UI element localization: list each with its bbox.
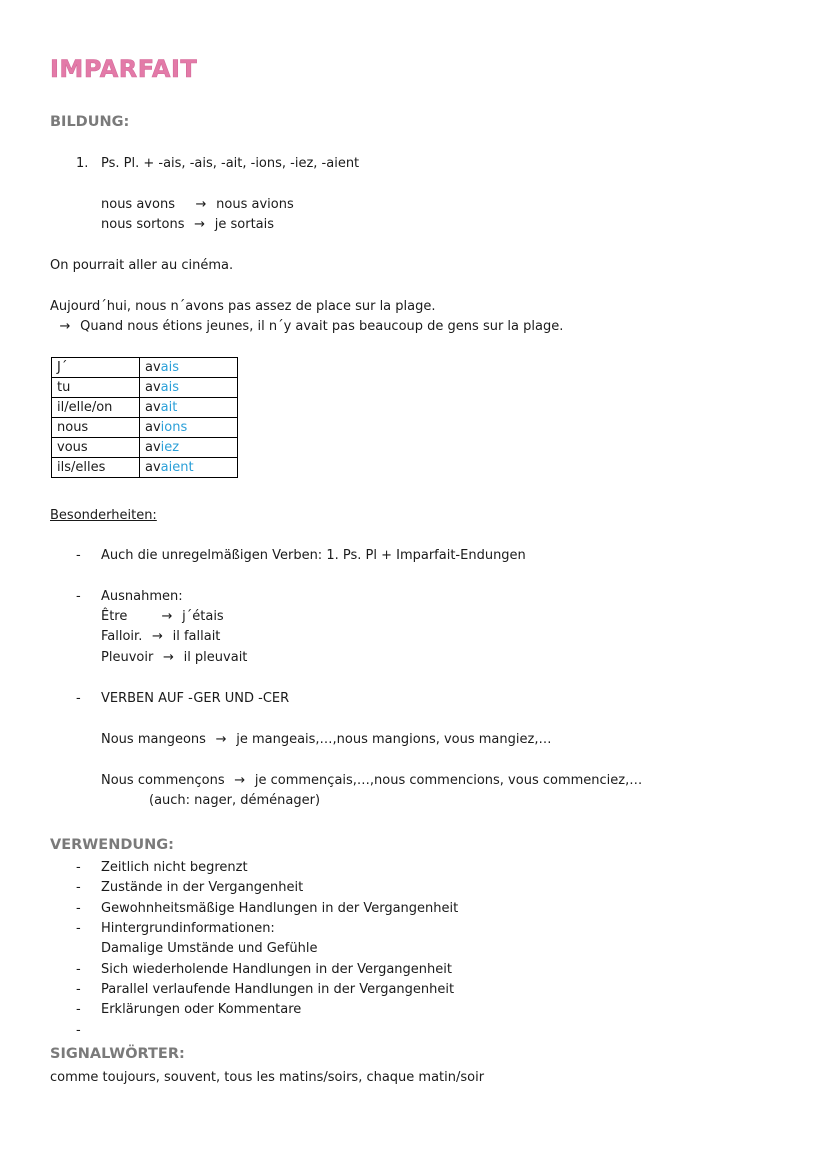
list-item: Auch die unregelmäßigen Verben: 1. Ps. Pl + Imparfait-Endungen xyxy=(101,548,526,563)
exception-verb: Être xyxy=(101,609,128,624)
list-item: Ausnahmen: xyxy=(101,589,183,604)
example-from: nous sortons xyxy=(101,217,185,232)
list-dash: - xyxy=(76,962,81,977)
arrow-right-icon: → xyxy=(215,732,227,747)
cer-example xyxy=(101,772,642,790)
arrow-right-icon: → xyxy=(194,217,206,232)
sentence-past: Quand nous étions jeunes, il n´y avait pas beaucoup de gens sur la plage. xyxy=(80,319,564,334)
verb-stem: av xyxy=(145,460,161,475)
exception-verb: Pleuvoir xyxy=(101,650,154,665)
arrow-right-icon: → xyxy=(59,319,71,334)
conjugation-table xyxy=(51,357,238,478)
page-title: IMPARFAIT xyxy=(50,55,198,83)
table-row xyxy=(52,378,238,398)
cer-to: je commençais,…,nous commencions, vous commenciez,… xyxy=(254,773,643,788)
exception-form: il pleuvait xyxy=(183,650,248,665)
example-to: je sortais xyxy=(214,217,275,232)
verb-ending: aient xyxy=(160,460,194,475)
list-item: Sich wiederholende Handlungen in der Vergangenheit xyxy=(101,962,452,977)
verb-cell xyxy=(140,378,238,398)
list-item: Hintergrundinformationen: xyxy=(101,921,275,936)
verb-stem: av xyxy=(145,420,161,435)
example-row xyxy=(190,196,294,214)
pronoun-cell: J´ xyxy=(52,358,140,378)
list-item: Zeitlich nicht begrenzt xyxy=(101,860,248,875)
pronoun-cell: il/elle/on xyxy=(52,398,140,418)
table-row xyxy=(52,418,238,438)
table-row xyxy=(52,398,238,418)
arrow-right-icon: → xyxy=(152,629,163,644)
example-row xyxy=(101,216,274,234)
list-dash: - xyxy=(76,548,81,563)
verb-stem: av xyxy=(145,380,161,395)
bildung-heading: BILDUNG: xyxy=(50,114,130,130)
example-row xyxy=(101,196,175,214)
list-dash: - xyxy=(76,921,81,936)
list-item: Gewohnheitsmäßige Handlungen in der Vergangenheit xyxy=(101,901,459,916)
cer-from: Nous commençons xyxy=(101,773,225,788)
verb-ending: ais xyxy=(160,380,180,395)
ger-from: Nous mangeons xyxy=(101,732,206,747)
arrow-right-icon: → xyxy=(234,773,246,788)
verwendung-heading: VERWENDUNG: xyxy=(50,837,174,853)
example-from: nous avons xyxy=(101,197,175,212)
exception-form: j´étais xyxy=(182,609,224,624)
list-item: Zustände in der Vergangenheit xyxy=(101,880,304,895)
pronoun-cell: nous xyxy=(52,418,140,438)
cer-note: (auch: nager, déménager) xyxy=(149,793,321,808)
verb-cell xyxy=(140,358,238,378)
list-dash: - xyxy=(76,860,81,875)
pronoun-cell: vous xyxy=(52,438,140,458)
example-to: nous avions xyxy=(216,197,294,212)
sentence-cinema: On pourrait aller au cinéma. xyxy=(50,258,234,273)
pronoun-cell: ils/elles xyxy=(52,458,140,478)
list-item: Erklärungen oder Kommentare xyxy=(101,1002,302,1017)
verb-ending: ait xyxy=(160,400,178,415)
table-row xyxy=(52,438,238,458)
verb-ending: ais xyxy=(160,360,180,375)
exception-row xyxy=(101,628,220,646)
sentence-past-line xyxy=(54,318,563,336)
list-dash: - xyxy=(76,691,81,706)
list-dash: - xyxy=(76,1023,81,1038)
verb-cell xyxy=(140,398,238,418)
list-dash: - xyxy=(76,589,81,604)
list-dash: - xyxy=(76,901,81,916)
table-row xyxy=(52,458,238,478)
exception-row xyxy=(101,649,247,667)
arrow-right-icon: → xyxy=(195,197,207,212)
exception-form: il fallait xyxy=(172,629,221,644)
table-row xyxy=(52,358,238,378)
rule-number: 1. xyxy=(76,156,89,171)
list-item: VERBEN AUF -GER UND -CER xyxy=(101,691,290,706)
verb-ending: ions xyxy=(160,420,188,435)
list-dash: - xyxy=(76,880,81,895)
sentence-today: Aujourd´hui, nous n´avons pas assez de place sur la plage. xyxy=(50,299,436,314)
list-item: Parallel verlaufende Handlungen in der Vergangenheit xyxy=(101,982,455,997)
list-dash: - xyxy=(76,1002,81,1017)
ger-example xyxy=(101,731,551,749)
besonderheiten-heading: Besonderheiten: xyxy=(50,508,157,523)
verb-stem: av xyxy=(145,360,161,375)
arrow-right-icon: → xyxy=(161,609,173,624)
signalwoerter-heading: SIGNALWÖRTER: xyxy=(50,1046,185,1062)
list-dash: - xyxy=(76,982,81,997)
verb-cell xyxy=(140,458,238,478)
verb-cell xyxy=(140,418,238,438)
exception-row xyxy=(156,608,224,626)
ger-to: je mangeais,…,nous mangions, vous mangiez,… xyxy=(236,732,552,747)
rule-text: Ps. Pl. + -ais, -ais, -ait, -ions, -iez, -aient xyxy=(101,156,360,171)
verb-ending: iez xyxy=(160,440,180,455)
arrow-right-icon: → xyxy=(162,650,174,665)
list-item-continuation: Damalige Umstände und Gefühle xyxy=(101,941,318,956)
pronoun-cell: tu xyxy=(52,378,140,398)
verb-stem: av xyxy=(145,440,161,455)
exception-verb: Falloir. xyxy=(101,629,143,644)
signalwoerter-text: comme toujours, souvent, tous les matins/soirs, chaque matin/soir xyxy=(50,1070,485,1085)
verb-cell xyxy=(140,438,238,458)
verb-stem: av xyxy=(145,400,161,415)
